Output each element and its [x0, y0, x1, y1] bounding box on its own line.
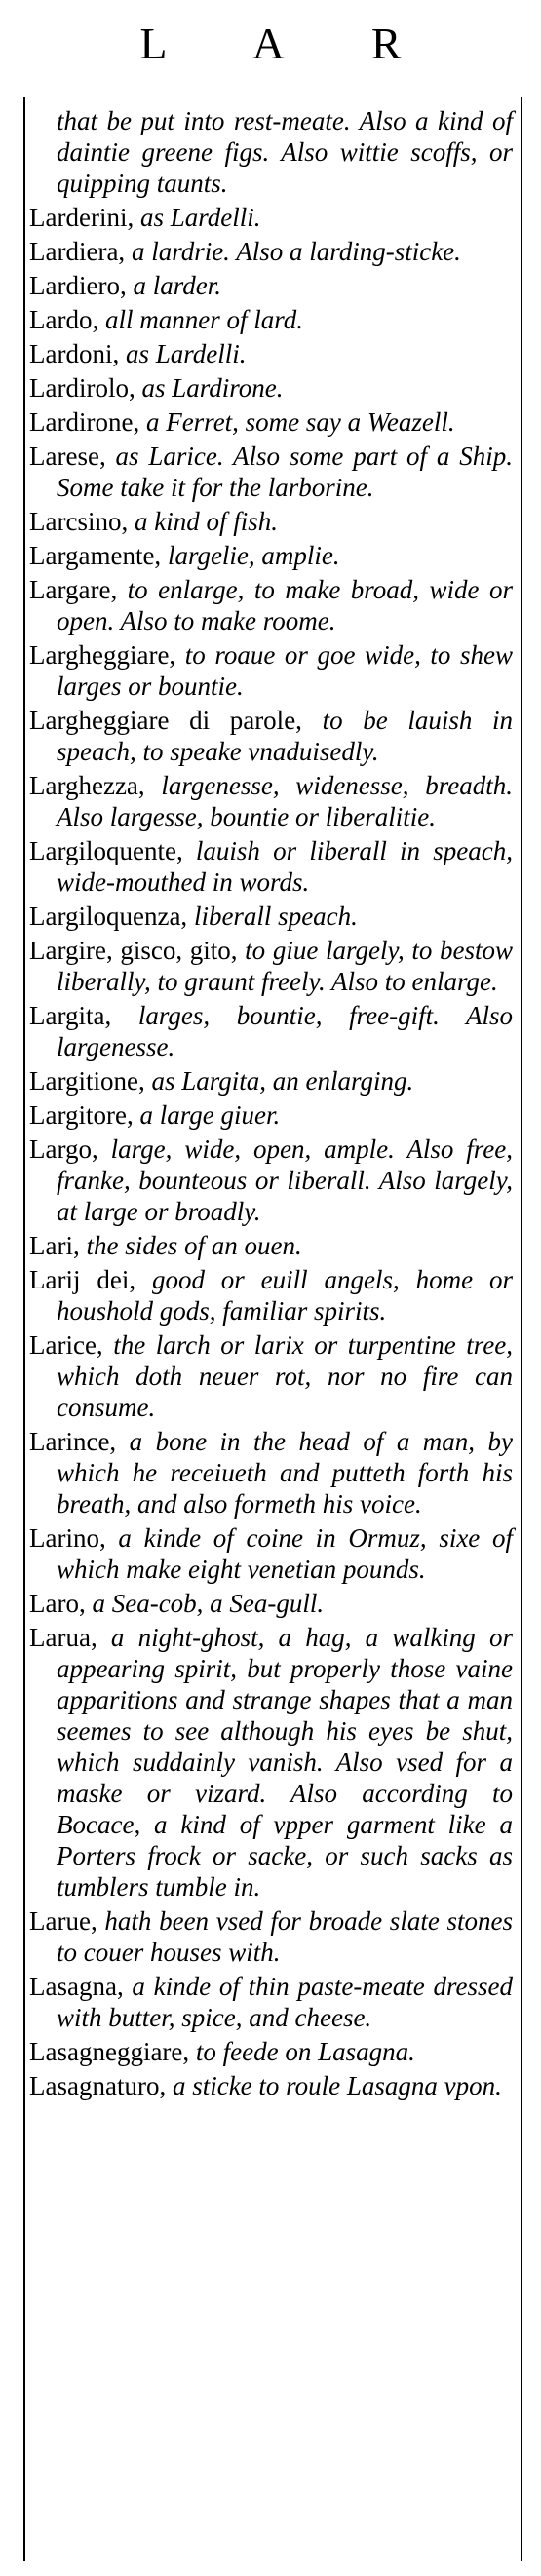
definition: the sides of an ouen. — [79, 1231, 302, 1260]
dictionary-entry — [29, 1230, 513, 1261]
headword: Larino, — [29, 1523, 106, 1553]
dictionary-entry — [29, 506, 513, 537]
headword: Larghezza, — [29, 771, 145, 800]
definition: to giue largely, to bestow liberally, to graunt freely. Also to enlarge. — [57, 936, 514, 996]
definition: a sticke to roule Lasagna vpon. — [166, 2071, 502, 2100]
definition: largenesse, widenesse, breadth. Also largesse, bountie or liberalitie. — [57, 771, 513, 831]
headword: Lardirone, — [29, 407, 140, 437]
dictionary-entry — [29, 574, 513, 636]
dictionary-entry — [29, 1329, 513, 1423]
definition: that be put into rest-meate. Also a kind of daintie greene figs. Also wittie scoffs, or quipping taunts. — [57, 106, 513, 198]
headword: Lardoni, — [29, 339, 120, 368]
headword: Larderini, — [29, 203, 135, 232]
headword: Lasagneggiare, — [29, 2037, 190, 2066]
headword: Larij dei, — [29, 1265, 136, 1294]
headword: Largheggiare di parole, — [29, 706, 302, 735]
dictionary-entry — [29, 304, 513, 335]
definition: as Larice. Also some part of a Ship. Some take it for the larborine. — [57, 442, 513, 502]
dictionary-entry — [29, 270, 513, 301]
definition: as Lardirone. — [135, 373, 284, 403]
definition: a Sea-cob, a Sea-gull. — [85, 1589, 325, 1618]
dictionary-entry — [29, 406, 513, 438]
headword: Lardiero, — [29, 271, 127, 300]
headword: Larice, — [29, 1330, 103, 1360]
headword: Laro, — [29, 1589, 86, 1618]
headword: Largire, gisco, gito, — [29, 936, 238, 965]
headword: Largo, — [29, 1134, 98, 1164]
headword: Lardo, — [29, 305, 99, 334]
definition: a large giuer. — [133, 1100, 281, 1130]
definition: to be lauish in speach, to speake vnaduisedly. — [57, 706, 514, 766]
headword: Larese, — [29, 442, 106, 471]
headword: Lardiera, — [29, 237, 126, 266]
definition: a lardrie. Also a larding-sticke. — [125, 237, 461, 266]
dictionary-entry — [29, 935, 513, 997]
dictionary-entry — [29, 2036, 513, 2067]
definition: a kinde of coine in Ormuz, sixe of which make eight venetian pounds. — [57, 1523, 513, 1584]
dictionary-entry — [29, 236, 513, 267]
dictionary-entry — [29, 1134, 513, 1227]
definition: good or euill angels, home or houshold gods, familiar spirits. — [57, 1265, 513, 1326]
headword: Largheggiare, — [29, 640, 176, 670]
dictionary-entry — [29, 1426, 513, 1519]
definition: largelie, amplie. — [161, 541, 340, 570]
dictionary-entry — [29, 441, 513, 503]
dictionary-entry — [29, 901, 513, 932]
definition: a kind of fish. — [128, 507, 278, 536]
definition: the larch or larix or turpentine tree, which doth neuer rot, nor no fire can consume. — [57, 1330, 513, 1422]
dictionary-entry — [29, 2070, 513, 2101]
headword: Lari, — [29, 1231, 80, 1260]
headword: Largamente, — [29, 541, 162, 570]
dictionary-entry — [29, 639, 513, 702]
dictionary-entry — [29, 540, 513, 571]
headword: Largitione, — [29, 1066, 145, 1096]
headword: Lasagnaturo, — [29, 2071, 167, 2100]
dictionary-entry — [29, 1522, 513, 1585]
definition: as Lardelli. — [119, 339, 247, 368]
headword: Lardirolo, — [29, 373, 135, 403]
dictionary-entry — [29, 1099, 513, 1131]
definition: a bone in the head of a man, by which he receiueth and putteth forth his breath, and also formeth his voice. — [57, 1427, 513, 1519]
headword: Lasagna, — [29, 1972, 124, 2001]
definition: hath been vsed for broade slate stones to couer houses with. — [57, 1906, 513, 1967]
dictionary-entry — [29, 372, 513, 404]
headword: Largiloquente, — [29, 836, 183, 865]
definition: larges, bountie, free-gift. Also largenesse. — [57, 1001, 513, 1061]
headword: Largita, — [29, 1001, 112, 1030]
definition: as Lardelli. — [134, 203, 261, 232]
dictionary-entry — [29, 105, 513, 199]
definition: to roaue or goe wide, to shew larges or bountie. — [57, 640, 513, 701]
headword: Largare, — [29, 575, 118, 604]
definition: a night-ghost, a hag, a walking or appearing spirit, but properly those vaine apparitions and strange shapes that a man seemes to see although his eyes be shut, which suddainly vanish. Also vsed for a maske or vizard. Also according to Bocace, a kind of vpper garment like a Porters frock or sacke, or such sacks as tumblers tumble in. — [57, 1623, 513, 1902]
dictionary-entry — [29, 338, 513, 369]
dictionary-entry — [29, 1971, 513, 2033]
headword: Largiloquenza, — [29, 902, 188, 931]
headword: Largitore, — [29, 1100, 134, 1130]
dictionary-entry — [29, 1000, 513, 1062]
definition: to feede on Lasagna. — [189, 2037, 415, 2066]
dictionary-entry — [29, 770, 513, 832]
definition: all manner of lard. — [98, 305, 303, 334]
definition: a larder. — [126, 271, 221, 300]
definition: liberall speach. — [187, 902, 358, 931]
headword: Larince, — [29, 1427, 117, 1456]
definition: lauish or liberall in speach, wide-mouthed in words. — [57, 836, 513, 897]
definition: to enlarge, to make broad, wide or open. Also to make roome. — [57, 575, 513, 635]
dictionary-entry — [29, 1905, 513, 1968]
definition: a Ferret, some say a Weazell. — [139, 407, 455, 437]
definition: a kinde of thin paste-meate dressed with butter, spice, and cheese. — [57, 1972, 513, 2032]
dictionary-entry — [29, 835, 513, 898]
dictionary-entry — [29, 1264, 513, 1326]
headword: Larcsino, — [29, 507, 129, 536]
dictionary-entry — [29, 1588, 513, 1619]
definition: as Largita, an enlarging. — [144, 1066, 414, 1096]
definition: large, wide, open, ample. Also free, franke, bounteous or liberall. Also largely, at large or broadly. — [57, 1134, 513, 1226]
dictionary-entry — [29, 1622, 513, 1903]
running-head: L A R — [139, 19, 441, 68]
dictionary-entry — [29, 202, 513, 233]
entry-list — [29, 105, 513, 2104]
headword: Larue, — [29, 1906, 97, 1936]
dictionary-entry — [29, 1065, 513, 1096]
headword: Larua, — [29, 1623, 97, 1652]
dictionary-entry — [29, 705, 513, 767]
page-header — [0, 18, 541, 86]
